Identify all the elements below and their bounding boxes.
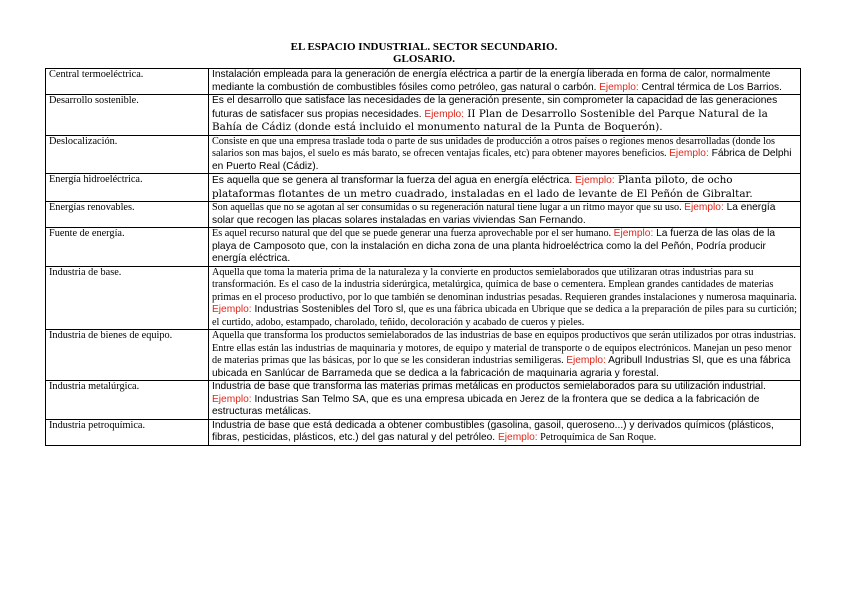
- term-cell: Industria petroquímica.: [46, 419, 209, 445]
- definition-text: Es aquella que se genera al transformar la fuerza del agua en energía eléctrica.: [212, 175, 576, 186]
- definition-cell: [209, 228, 801, 267]
- example-label: Ejemplo:: [575, 175, 615, 186]
- definition-cell: [209, 174, 801, 202]
- definition-cell: [209, 95, 801, 136]
- term-cell: Desarrollo sostenible.: [46, 95, 209, 136]
- definition-text: Industria de base que transforma las materias primas metálicas en productos semielaborados para su utilización industrial.: [212, 381, 766, 392]
- definition-text: Instalación empleada para la generación de energía eléctrica a partir de la energía liberada en forma de calor, normalmente mediante la combustión de combustibles fósiles como petróleo, gas natural o carbón.: [212, 69, 771, 93]
- table-row: [46, 228, 801, 267]
- term-cell: Industria de bienes de equipo.: [46, 330, 209, 381]
- page-subtitle: GLOSARIO.: [392, 53, 456, 65]
- definition-text: Industria de base que está dedicada a obtener combustibles (gasolina, gasoil, queroseno...) y derivados químicos (plásticos, fibras, pesticidas, plásticos, etc.) del gas natural y del petróleo.: [212, 419, 774, 443]
- definition-cell: [209, 381, 801, 420]
- table-row: [46, 419, 801, 445]
- example-text: Agribull Industrias Sl, que es una fábrica ubicada en Sanlúcar de Barrameda que se dedica a la fabricación de maquinaria agraria y forestal.: [212, 355, 791, 379]
- example-text: Fábrica de Delphi en Puerto Real (Cádiz).: [212, 148, 792, 172]
- definition-cell: [209, 202, 801, 228]
- term-cell: Industria de base.: [46, 266, 209, 330]
- table-row: [46, 95, 801, 136]
- glossary-table: [45, 68, 801, 446]
- table-row: [46, 174, 801, 202]
- term-cell: Industria metalúrgica.: [46, 381, 209, 420]
- table-row: [46, 135, 801, 174]
- example-label: Ejemplo:: [424, 108, 464, 120]
- example-label: Ejemplo:: [212, 393, 252, 405]
- example-tail-text: que es una fábrica ubicada en Ubrique que se dedica a la preparación de piles para su curtición; el curtido, adobo, estampado, charolado, teñido, decoloración y acabado de cueros y pieles.: [212, 304, 797, 328]
- definition-cell: [209, 330, 801, 381]
- term-cell: Deslocalización.: [46, 135, 209, 174]
- definition-cell: [209, 69, 801, 95]
- example-text: Industrias San Telmo SA, que es una empresa ubicada en Jerez de la frontera que se dedica a la fabricación de estructuras metálicas.: [212, 393, 760, 417]
- example-label: Ejemplo:: [599, 81, 639, 93]
- definition-cell: [209, 135, 801, 174]
- page-title: EL ESPACIO INDUSTRIAL. SECTOR SECUNDARIO.: [290, 41, 558, 53]
- example-text: Industrias Sostenibles del Toro sl,: [251, 304, 407, 315]
- table-row: [46, 266, 801, 330]
- table-row: [46, 381, 801, 420]
- example-label: Ejemplo:: [684, 202, 724, 213]
- definition-text: Consiste en que una empresa traslade toda o parte de sus unidades de producción a otros países o regiones menos desarrolladas (donde los salarios son mas bajos, el suelo es más barato, se ofrecen ventajas ficales, etc) para obtener mayores beneficios.: [212, 135, 775, 159]
- definition-text: Aquella que toma la materia prima de la naturaleza y la convierte en productos semielaborados que utilizaran otras industrias para su transformación. Es el caso de la industria siderúrgica, metalúrgica, química de base o cementera. Emplean grandes cantidades de materias primas en el proceso productivo, por lo que también se denominan industrias pesadas. Requieren grandes instalaciones y numerosa maquinaria.: [212, 266, 797, 303]
- example-text: Planta piloto, de ocho plataformas flotantes de un metro cuadrado, instaladas en el lado de levante de El Peñón de Gibraltar.: [212, 174, 753, 200]
- term-cell: Fuente de energía.: [46, 228, 209, 267]
- term-cell: Central termoeléctrica.: [46, 69, 209, 95]
- definition-cell: [209, 419, 801, 445]
- term-cell: Energías renovables.: [46, 202, 209, 228]
- definition-text: Es aquel recurso natural que del que se puede generar una fuerza aprovechable por el ser humano.: [212, 228, 614, 239]
- table-row: [46, 69, 801, 95]
- example-label: Ejemplo:: [613, 228, 654, 239]
- example-text: La energía solar que recogen las placas solares instaladas en varias viviendas San Fernando.: [212, 202, 776, 226]
- definition-cell: [209, 266, 801, 330]
- table-row: [46, 202, 801, 228]
- table-row: [46, 330, 801, 381]
- definition-text: Es el desarrollo que satisface las necesidades de la generación presente, sin comprometer la capacidad de las generaciones futuras de satisfacer sus propias necesidades.: [212, 95, 778, 120]
- term-cell: Energía hidroeléctrica.: [46, 174, 209, 202]
- example-label: Ejemplo:: [669, 148, 709, 159]
- definition-text: Son aquellas que no se agotan al ser consumidas o su regeneración natural tiene lugar a un ritmo mayor que su uso.: [212, 202, 682, 213]
- example-label: Ejemplo:: [566, 355, 606, 366]
- definition-text: Aquella que transforma los productos semielaborados de las industrias de base en equipos productivos que serán utilizados por otras industrias. Entre ellas están las industrias de maquinaria y motores, de equipo y material de transporte o de equipos electrónicos. Manejan un peso menor de materias primas que las básicas, por lo que se les consideran industrias semiligeras.: [212, 330, 796, 366]
- example-text: Petroquímica de San Roque.: [537, 432, 657, 443]
- example-text: Central térmica de Los Barrios.: [638, 81, 782, 93]
- example-label: Ejemplo:: [212, 304, 252, 315]
- example-label: Ejemplo:: [497, 432, 538, 443]
- example-text: II Plan de Desarrollo Sostenible del Parque Natural de la Bahía de Cádiz (donde está incluido el monumento natural de la Punta de Boquerón).: [212, 107, 768, 133]
- example-text: La fuerza de las olas de la playa de Camposoto que, con la instalación en dicha zona de una planta hidroeléctrica como la del Peñón, Podría producir energía eléctrica.: [212, 228, 776, 264]
